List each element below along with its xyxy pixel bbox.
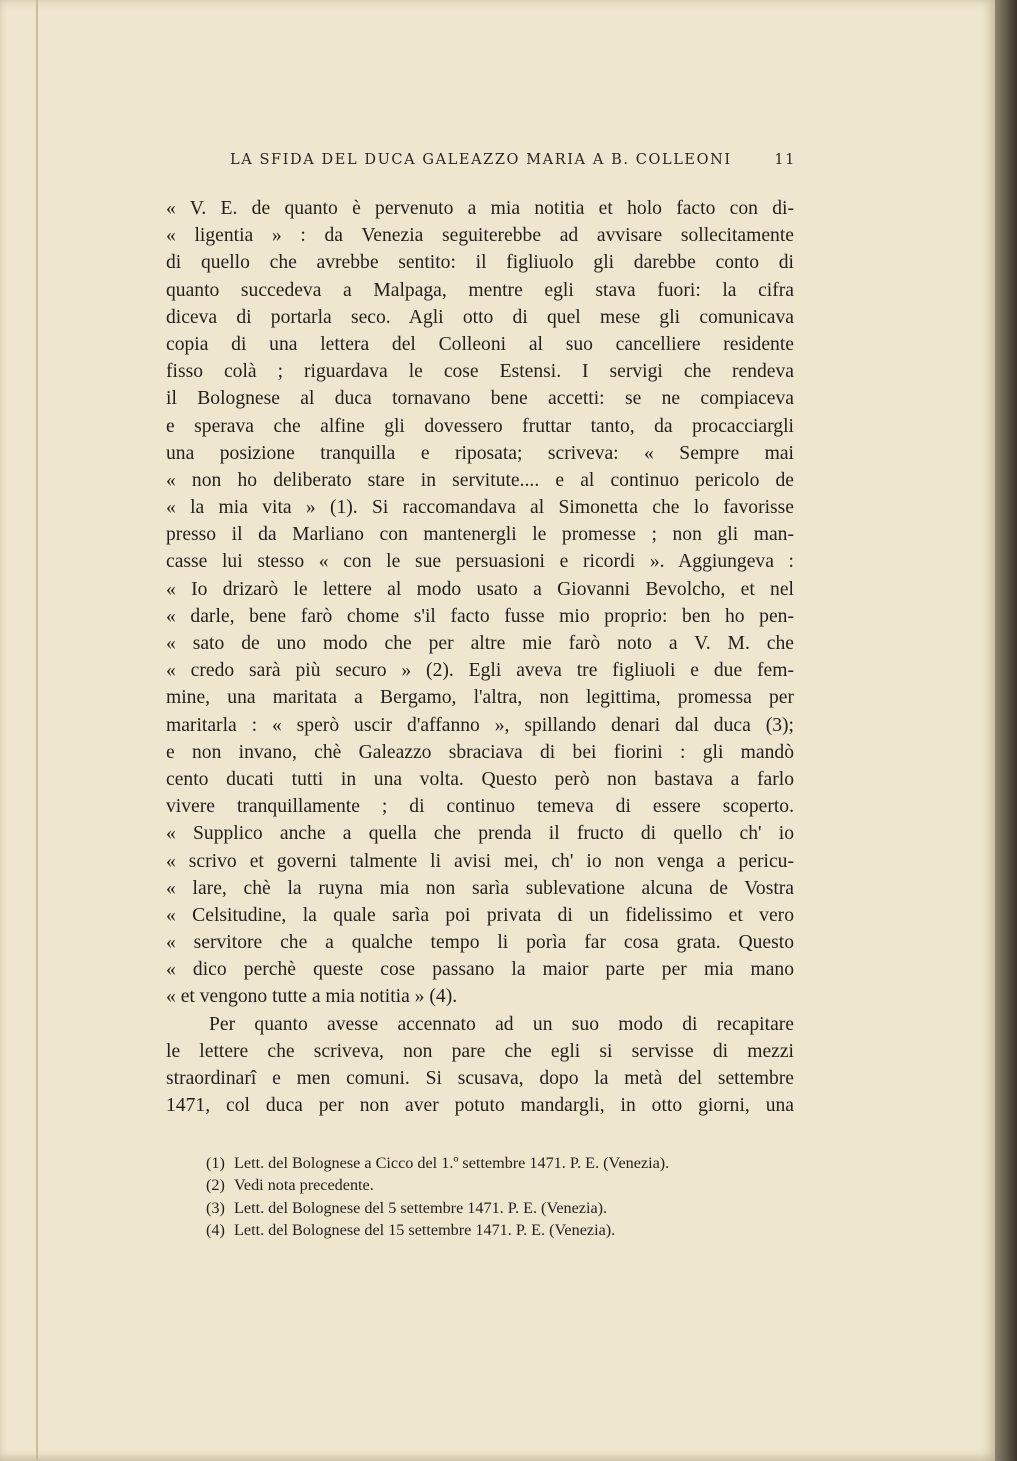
text-line: maritarla : « sperò uscir d'affanno », spillando denari dal duca (3); [166, 714, 794, 736]
text-line: Per quanto avesse accennato ad un suo modo di recapitare [209, 1013, 794, 1035]
text-line: « darle, bene farò chome s'il facto fusse mio proprio: ben ho pen- [166, 605, 794, 627]
footnote-text: Lett. del Bolognese del 5 settembre 1471. P. E. (Venezia). [234, 1198, 608, 1217]
footnote-text: Lett. del Bolognese del 15 settembre 1471. P. E. (Venezia). [234, 1221, 616, 1240]
text-line: straordinarî e men comuni. Si scusava, dopo la metà del settembre [166, 1068, 794, 1089]
text-line: quanto succedeva a Malpaga, mentre egli stava fuori: la cifra [166, 279, 794, 301]
text-line: « non ho deliberato stare in servitute.... e al continuo pericolo de [166, 469, 794, 491]
text-line: vivere tranquillamente ; di continuo temeva di essere scoperto. [166, 796, 794, 818]
text-line: di quello che avrebbe sentito: il figliuolo gli darebbe conto di [166, 252, 794, 274]
text-line: una posizione tranquilla e riposata; scriveva: « Sempre mai [166, 442, 794, 464]
text-line: « la mia vita » (1). Si raccomandava al Simonetta che lo favorisse [166, 497, 794, 519]
footnote [206, 1197, 796, 1219]
footnote [206, 1174, 796, 1196]
text-line: e sperava che alfine gli dovessero fruttar tanto, da procacciargli [166, 415, 794, 437]
text-line: cento ducati tutti in una volta. Questo però non bastava a farlo [166, 768, 794, 790]
text-line: « ligentia » : da Venezia seguiterebbe ad avvisare sollecitamente [166, 225, 794, 247]
text-line: mine, una maritata a Bergamo, l'altra, non legittima, promessa per [166, 687, 794, 709]
text-line: « et vengono tutte a mia notitia » (4). [166, 986, 458, 1008]
text-line: « scrivo et governi talmente li avisi mei, ch' io non venga a pericu- [166, 850, 794, 872]
text-line: fisso colà ; riguardava le cose Estensi. I servigi che rendeva [166, 361, 794, 383]
footnotes [206, 1152, 796, 1242]
text-line: copia di una lettera del Colleoni al suo cancelliere residente [166, 333, 794, 355]
text-line: le lettere che scriveva, non pare che egli si servisse di mezzi [166, 1040, 794, 1062]
footnote [206, 1219, 796, 1241]
text-line: 1471, col duca per non aver potuto mandargli, in otto giorni, una [166, 1095, 794, 1117]
text-line: « Io drizarò le lettere al modo usato a Giovanni Bevolcho, et nel [166, 578, 794, 600]
body-text [166, 195, 794, 1119]
text-line: « dico perchè queste cose passano la maior parte per mia mano [166, 959, 794, 981]
footnote-text: Vedi nota precedente. [234, 1176, 374, 1195]
page-gutter-line [36, 0, 38, 1461]
text-line: « lare, chè la ruyna mia non sarìa sublevatione alcuna de Vostra [166, 877, 794, 899]
footnote-text: Lett. del Bolognese a Cicco del 1.º settembre 1471. P. E. (Venezia). [234, 1154, 670, 1172]
text-line: diceva di portarla seco. Agli otto di quel mese gli comunicava [166, 306, 794, 328]
text-line: presso il da Marliano con mantenergli le promesse ; non gli man- [166, 524, 794, 546]
footnote-mark: (4) [206, 1221, 225, 1240]
text-line: « credo sarà più securo » (2). Egli aveva tre figliuoli e due fem- [166, 660, 794, 682]
text-line: « Supplico anche a quella che prenda il fructo di quello ch' io [166, 823, 794, 845]
page-number: 11 [774, 152, 796, 168]
text-line: casse lui stesso « con le sue persuasioni e ricordi ». Aggiungeva : [166, 551, 794, 573]
text-line: « V. E. de quanto è pervenuto a mia notitia et holo facto con di- [166, 198, 794, 219]
text-line: e non invano, chè Galeazzo sbraciava di bei fiorini : gli mandò [166, 741, 794, 763]
footnote-mark: (3) [206, 1198, 225, 1217]
running-header [168, 152, 796, 172]
text-line: « sato de uno modo che per altre mie farò noto a V. M. che [166, 633, 794, 654]
footnote [206, 1152, 796, 1174]
text-line: il Bolognese al duca tornavano bene accetti: se ne compiaceva [166, 388, 794, 410]
footnote-mark: (1) [206, 1154, 225, 1172]
footnote-mark: (2) [206, 1176, 225, 1195]
running-title: LA SFIDA DEL DUCA GALEAZZO MARIA A B. COLLEONI [230, 152, 732, 168]
text-line: « Celsitudine, la quale sarìa poi privata di un fidelissimo et vero [166, 904, 794, 926]
text-line: « servitore che a qualche tempo li porìa far cosa grata. Questo [166, 932, 794, 954]
page-edge-shadow [995, 0, 1017, 1461]
